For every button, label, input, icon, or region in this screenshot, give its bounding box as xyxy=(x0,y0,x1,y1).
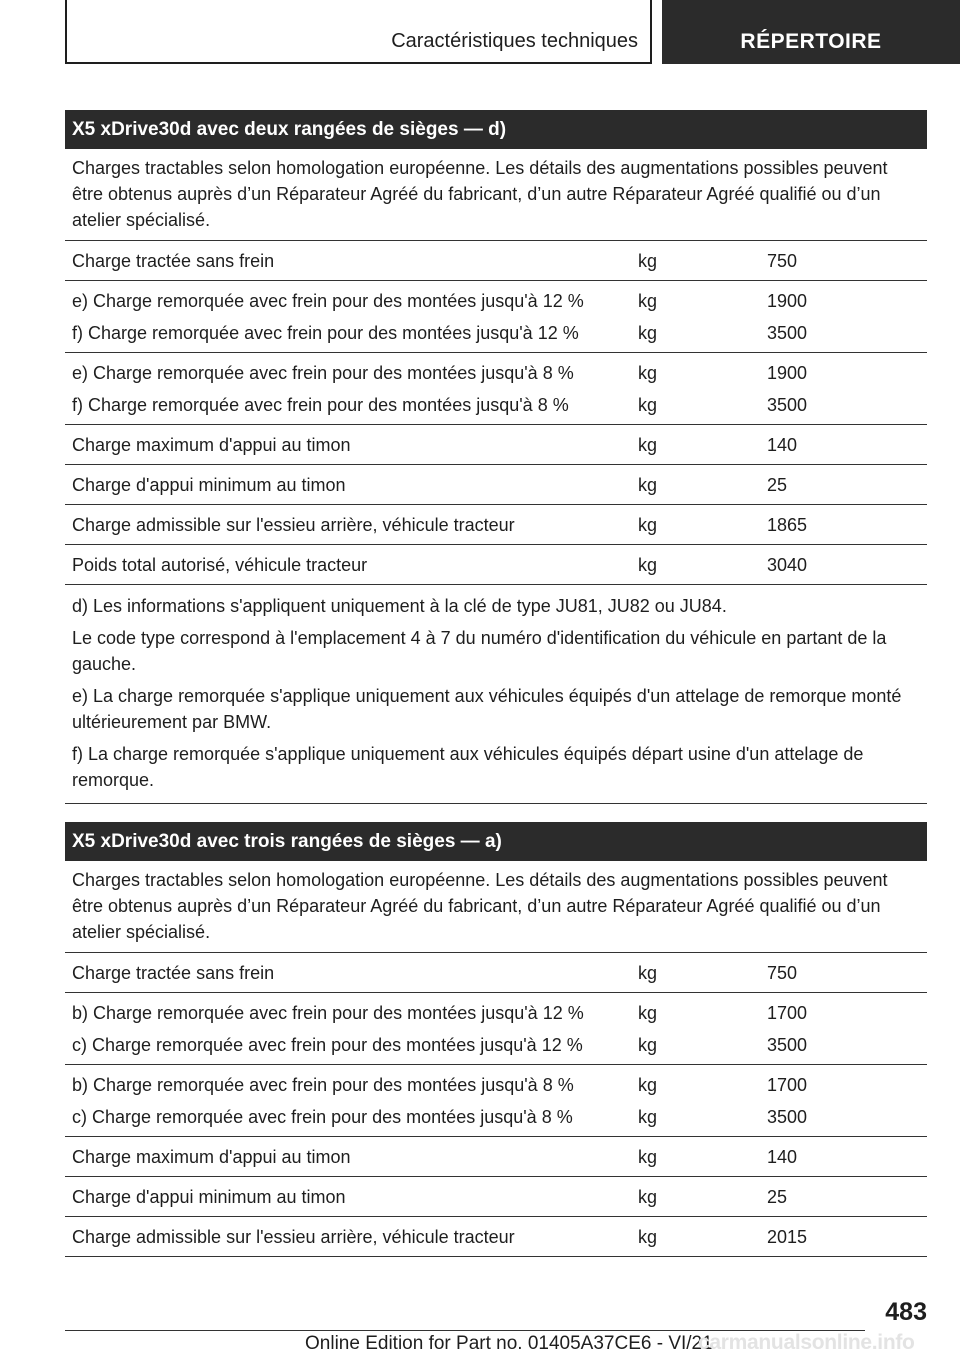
index-tab[interactable] xyxy=(662,0,960,64)
row-description: e) Charge remorquée avec frein pour des montées jusqu'à 8 % xyxy=(72,362,574,383)
table-row xyxy=(65,281,927,353)
table-row xyxy=(65,425,927,465)
row-unit: kg xyxy=(638,1074,658,1095)
footnote: Le code type correspond à l'emplacement 4 à 7 du numéro d'identification du véhicule en partant de la gauche. xyxy=(72,628,887,674)
row-value-cell xyxy=(763,1069,927,1133)
row-unit-cell xyxy=(632,285,763,349)
row-value-cell xyxy=(763,957,927,989)
row-unit-cell xyxy=(632,1141,763,1173)
row-description-cell xyxy=(65,997,632,1061)
row-value: 1865 xyxy=(767,514,808,535)
row-value: 3040 xyxy=(767,554,808,575)
row-value-cell xyxy=(763,549,927,581)
row-description: Charge admissible sur l'essieu arrière, véhicule tracteur xyxy=(72,514,515,535)
row-unit: kg xyxy=(638,1186,658,1207)
row-value: 750 xyxy=(767,250,798,271)
row-value: 3500 xyxy=(767,1106,808,1127)
footnote: d) Les informations s'appliquent uniquement à la clé de type JU81, JU82 ou JU84. xyxy=(72,596,727,616)
row-value-cell xyxy=(763,997,927,1061)
table-row xyxy=(65,465,927,505)
row-description-cell xyxy=(65,469,632,501)
row-description: f) Charge remorquée avec frein pour des montées jusqu'à 12 % xyxy=(72,322,579,343)
row-unit-cell xyxy=(632,429,763,461)
row-description: Charge d'appui minimum au timon xyxy=(72,1186,346,1207)
table-row xyxy=(65,241,927,281)
table-rows xyxy=(65,241,927,585)
row-description-cell xyxy=(65,957,632,989)
section-title: Caractéristiques techniques xyxy=(391,30,638,52)
row-description-cell xyxy=(65,1221,632,1253)
row-description: Charge d'appui minimum au timon xyxy=(72,474,346,495)
row-value: 25 xyxy=(767,474,788,495)
spec-table-two-rows-seats xyxy=(65,110,927,804)
row-value-cell xyxy=(763,1221,927,1253)
table-title: X5 xDrive30d avec deux rangées de sièges — d) xyxy=(65,110,927,149)
site-watermark: carmanualsonline.info xyxy=(698,1331,915,1354)
row-unit: kg xyxy=(638,514,658,535)
row-unit-cell xyxy=(632,357,763,421)
edition-text: Online Edition for Part no. 01405A37CE6 - VI/21 xyxy=(305,1333,713,1354)
row-description: Charge tractée sans frein xyxy=(72,962,275,983)
row-value-cell xyxy=(763,357,927,421)
row-unit-cell xyxy=(632,469,763,501)
table-row xyxy=(65,993,927,1065)
row-description: c) Charge remorquée avec frein pour des montées jusqu'à 12 % xyxy=(72,1034,583,1055)
row-description-cell xyxy=(65,549,632,581)
row-unit: kg xyxy=(638,1226,658,1247)
row-description: b) Charge remorquée avec frein pour des montées jusqu'à 8 % xyxy=(72,1074,574,1095)
table-row xyxy=(65,953,927,993)
row-value-cell xyxy=(763,1141,927,1173)
row-unit: kg xyxy=(638,434,658,455)
row-value-cell xyxy=(763,429,927,461)
table-row xyxy=(65,1177,927,1217)
spec-table-three-rows-seats xyxy=(65,822,927,1257)
row-description: e) Charge remorquée avec frein pour des montées jusqu'à 12 % xyxy=(72,290,584,311)
row-value: 140 xyxy=(767,434,798,455)
footnote: f) La charge remorquée s'applique uniquement aux véhicules équipés départ usine d'un attelage de remorque. xyxy=(72,744,864,790)
row-description: Poids total autorisé, véhicule tracteur xyxy=(72,554,368,575)
row-unit-cell xyxy=(632,1181,763,1213)
table-row xyxy=(65,545,927,585)
page-number: 483 xyxy=(885,1298,927,1326)
table-row xyxy=(65,1217,927,1257)
row-value: 1900 xyxy=(767,362,808,383)
row-unit-cell xyxy=(632,509,763,541)
row-value: 2015 xyxy=(767,1226,808,1247)
row-description-cell xyxy=(65,357,632,421)
row-unit: kg xyxy=(638,290,658,311)
table-row xyxy=(65,1065,927,1137)
table-title: X5 xDrive30d avec trois rangées de sièges — a) xyxy=(65,822,927,861)
index-tab-label[interactable]: RÉPERTOIRE xyxy=(740,30,882,53)
table-row xyxy=(65,1137,927,1177)
row-unit: kg xyxy=(638,362,658,383)
row-description: Charge admissible sur l'essieu arrière, véhicule tracteur xyxy=(72,1226,515,1247)
row-unit-cell xyxy=(632,957,763,989)
row-description: c) Charge remorquée avec frein pour des montées jusqu'à 8 % xyxy=(72,1106,573,1127)
row-unit: kg xyxy=(638,322,658,343)
row-description: Charge maximum d'appui au timon xyxy=(72,1146,351,1167)
row-unit-cell xyxy=(632,1069,763,1133)
table-footnotes xyxy=(65,585,927,804)
row-value-cell xyxy=(763,469,927,501)
row-unit: kg xyxy=(638,962,658,983)
row-value: 3500 xyxy=(767,1034,808,1055)
row-description-cell xyxy=(65,1181,632,1213)
row-description: Charge maximum d'appui au timon xyxy=(72,434,351,455)
row-value: 1700 xyxy=(767,1002,808,1023)
row-unit: kg xyxy=(638,394,658,415)
row-description-cell xyxy=(65,1069,632,1133)
table-row xyxy=(65,505,927,545)
row-value: 750 xyxy=(767,962,798,983)
table-intro: Charges tractables selon homologation européenne. Les détails des augmentations possibles peuvent être obtenus auprès d’un Réparateur Agréé du fabricant, d’un autre Réparateur Agréé qualifié ou d’un atelier spécialisé. xyxy=(65,861,927,953)
footnote: e) La charge remorquée s'applique uniquement aux véhicules équipés d'un attelage de remorque monté ultérieurement par BMW. xyxy=(72,686,902,732)
row-description-cell xyxy=(65,245,632,277)
table-rows xyxy=(65,953,927,1257)
row-description: f) Charge remorquée avec frein pour des montées jusqu'à 8 % xyxy=(72,394,569,415)
row-unit-cell xyxy=(632,1221,763,1253)
row-value: 1700 xyxy=(767,1074,808,1095)
row-unit: kg xyxy=(638,554,658,575)
row-unit: kg xyxy=(638,1106,658,1127)
row-unit: kg xyxy=(638,474,658,495)
row-value: 1900 xyxy=(767,290,808,311)
row-unit: kg xyxy=(638,250,658,271)
row-description: b) Charge remorquée avec frein pour des montées jusqu'à 12 % xyxy=(72,1002,584,1023)
row-value: 3500 xyxy=(767,394,808,415)
row-description-cell xyxy=(65,285,632,349)
row-value-cell xyxy=(763,509,927,541)
row-unit: kg xyxy=(638,1146,658,1167)
table-row xyxy=(65,353,927,425)
row-value: 140 xyxy=(767,1146,798,1167)
row-description: Charge tractée sans frein xyxy=(72,250,275,271)
row-value: 25 xyxy=(767,1186,788,1207)
row-value: 3500 xyxy=(767,322,808,343)
section-header-box xyxy=(65,0,652,64)
row-unit-cell xyxy=(632,997,763,1061)
row-unit-cell xyxy=(632,245,763,277)
row-unit: kg xyxy=(638,1002,658,1023)
page-header xyxy=(0,0,960,66)
row-unit: kg xyxy=(638,1034,658,1055)
table-intro: Charges tractables selon homologation européenne. Les détails des augmentations possibles peuvent être obtenus auprès d’un Réparateur Agréé du fabricant, d’un autre Réparateur Agréé qualifié ou d’un atelier spécialisé. xyxy=(65,149,927,241)
row-value-cell xyxy=(763,245,927,277)
row-value-cell xyxy=(763,285,927,349)
row-description-cell xyxy=(65,429,632,461)
row-unit-cell xyxy=(632,549,763,581)
row-description-cell xyxy=(65,1141,632,1173)
row-description-cell xyxy=(65,509,632,541)
row-value-cell xyxy=(763,1181,927,1213)
